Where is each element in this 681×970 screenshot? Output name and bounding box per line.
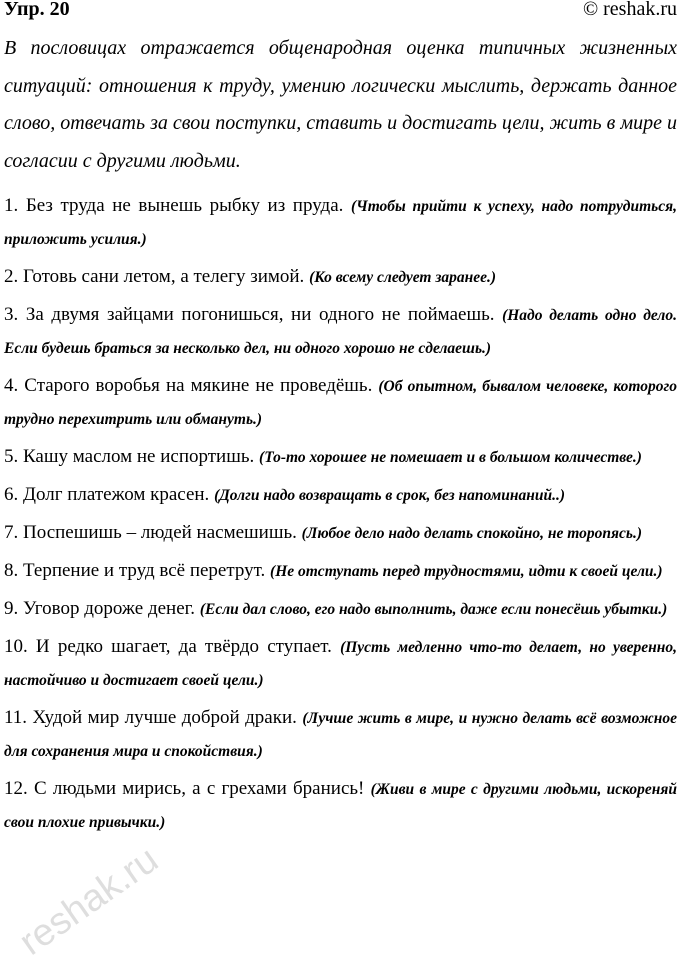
exercise-title: Упр. 20 — [4, 0, 70, 20]
list-item — [4, 190, 677, 256]
list-item — [4, 631, 677, 697]
intro-paragraph: В пословицах отражается общенародная оценка типичных жизненных ситуаций: отношения к труду, умению логически мыслить, держать данное слово, отвечать за свои поступки, ставить и достигать цели, жить в мире и согласии с другими людьми. — [4, 37, 677, 172]
proverb: 9. Уговор дороже денег. — [4, 598, 196, 619]
header — [4, 0, 677, 26]
proverb: 4. Старого воробья на мякине не проведёшь. — [4, 375, 373, 396]
list-item — [4, 299, 677, 365]
list-item — [4, 261, 677, 294]
explanation: (Если дал слово, его надо выполнить, даже если понесёшь убытки.) — [199, 601, 668, 618]
proverb: 8. Терпение и труд всё перетрут. — [4, 560, 266, 581]
proverb: 3. За двумя зайцами погонишься, ни одного не поймаешь. — [4, 304, 495, 325]
explanation: (Не отступать перед трудностями, идти к своей цели.) — [270, 563, 663, 580]
explanation: (Надо делать одно дело. Если будешь браться за несколько дел, ни одного хорошо не сделаешь.) — [4, 307, 678, 357]
explanation: (Живи в мире с другими людьми, искореняй свои плохие привычки.) — [4, 781, 678, 831]
list-item — [4, 370, 677, 436]
list-item — [4, 702, 677, 768]
explanation: (Долги надо возвращать в срок, без напоминаний..) — [214, 487, 566, 504]
watermark: reshak.ru — [11, 838, 166, 964]
proverb: 6. Долг платежом красен. — [4, 484, 210, 505]
explanation: (Об опытном, бывалом человеке, которого трудно перехитрить или обмануть.) — [4, 378, 678, 428]
explanation: (Чтобы прийти к успеху, надо потрудиться, приложить усилия.) — [4, 198, 677, 248]
list-item — [4, 479, 677, 512]
list-item — [4, 555, 677, 588]
copyright: © reshak.ru — [582, 0, 677, 20]
list-item — [4, 517, 677, 550]
proverb: 1. Без труда не вынешь рыбку из пруда. — [4, 195, 344, 216]
proverb: 10. И редко шагает, да твёрдо ступает. — [4, 636, 332, 657]
explanation: (Любое дело надо делать спокойно, не торопясь.) — [301, 525, 642, 542]
list-item — [4, 593, 677, 626]
proverb: 2. Готовь сани летом, а телегу зимой. — [4, 266, 305, 287]
explanation: (Лучше жить в мире, и нужно делать всё возможное для сохранения мира и спокойствия.) — [4, 710, 677, 760]
proverb: 7. Поспешишь – людей насмешишь. — [4, 522, 297, 543]
explanation: (Пусть медленно что-то делает, но уверенно, настойчиво и достигает своей цели.) — [4, 639, 677, 689]
explanation: (То-то хорошее не помешает и в большом количестве.) — [259, 449, 642, 466]
proverb: 12. С людьми мирись, а с грехами бранись! — [4, 778, 365, 799]
proverb-list — [4, 190, 677, 844]
proverb: 11. Худой мир лучше доброй драки. — [4, 707, 297, 728]
explanation: (Ко всему следует заранее.) — [309, 269, 497, 286]
list-item — [4, 441, 677, 474]
list-item — [4, 773, 677, 839]
proverb: 5. Кашу маслом не испортишь. — [4, 446, 255, 467]
